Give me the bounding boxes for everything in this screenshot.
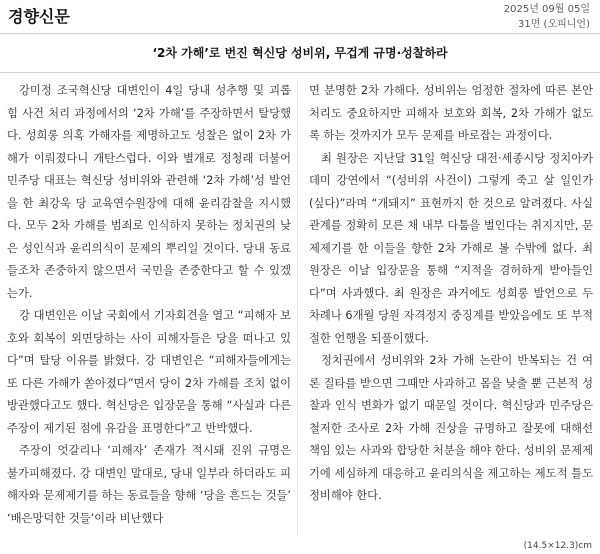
article-headline: ‘2차 가해’로 번진 혁신당 성비위, 무겁게 규명·성찰하라 — [152, 46, 448, 60]
publication-date: 2025년 09월 05일 — [503, 4, 590, 15]
top-divider — [0, 33, 600, 34]
article-paragraph-continued: 면 분명한 2차 가해다. 성비위는 엄정한 절차에 따른 본안 처리도 중요하지만 피해자 보호와 회복, 2차 가해가 없도록 하는 것까지가 모두 문제를 바로잡는 과정이다. — [309, 84, 593, 142]
article-paragraph: 강 대변인은 이날 국회에서 기자회견을 열고 “피해자 보호와 회복이 외면당하는 사이 피해자들은 당을 떠나고 있다”며 탈당 이유를 밝혔다. 강 대변인은 “피해자들에게는 또 다른 가해가 쏟아졌다”면서 당이 2차 가해를 조치 없이 방관했다고도 했다. 혁신당은 입장문을 통해 “사실과 다른 주장이 제기된 점에 유감을 표명한다”고 반박했다. — [7, 309, 291, 435]
article-column-left — [7, 80, 291, 530]
publication-meta — [504, 2, 590, 32]
article-paragraph: 정치권에서 성비위와 2차 가해 논란이 반복되는 건 여론 질타를 받으면 그때만 사과하고 몸을 낮출 뿐 근본적 성찰과 인식 변화가 없기 때문일 것이다. 혁신당과 민주당은 철저한 조사로 2차 가해 진상을 규명하고 잘못에 대해선 책임 있는 사과와 합당한 처분을 해야 한다. 성비위 문제제기에 세심하게 대응하고 윤리의식을 제고하는 제도적 틀도 정비해야 한다. — [309, 354, 593, 502]
article-size-note: (14.5×12.3)cm — [523, 541, 592, 551]
masthead-logo: 경향신문 — [8, 7, 70, 26]
column-separator — [297, 80, 298, 535]
article-column-right — [309, 80, 593, 508]
page-section: 31면 (오피니언) — [517, 19, 590, 30]
headline-divider — [0, 72, 600, 73]
article-paragraph: 주장이 엇갈리나 ‘피해자’ 존재가 적시돼 진위 규명은 불가피해졌다. 강 대변인 말대로, 당내 일부라 하더라도 피해자와 문제제기를 하는 동료들을 향해 ‘당을 흔드는 것들’ ‘배은망덕한 것들’이라 비난했다 — [7, 444, 291, 525]
article-paragraph: 강미정 조국혁신당 대변인이 4일 당내 성추행 및 괴롭힘 사건 처리 과정에서의 ‘2차 가해’를 주장하면서 탈당했다. 성희롱 의혹 가해자를 제명하고도 성찰은 없이 2차 가해가 이뤄졌다니 개탄스럽다. 이와 별개로 정청래 더불어민주당 대표는 혁신당 성비위와 관련해 ‘2차 가해’성 발언을 한 최강욱 당 교육연수원장에 대해 윤리감찰을 지시했다. 모두 2차 가해를 범죄로 인식하지 못하는 정치권의 낮은 성인식과 윤리의식이 문제의 뿌리일 것이다. 당내 동료들조차 존중하지 않으면서 국민을 존중한다고 할 수 있겠는가. — [7, 84, 291, 300]
article-paragraph: 최 원장은 지난달 31일 혁신당 대전·세종시당 정치아카데미 강연에서 “(성비위 사건이) 그렇게 죽고 살 일인가 (싶다)”라며 “개돼지” 표현까지 한 것으로 알려졌다. 사실관계를 정확히 모른 채 내부 다툼을 벌인다는 취지지만, 문제제기를 한 이들을 향한 2차 가해로 볼 수밖에 없다. 최 원장은 이날 입장문을 통해 “지적을 겸허하게 받아들인다”며 사과했다. 최 원장은 과거에도 성희롱 발언으로 두 차례나 6개월 당원 자격정지 중징계를 받았음에도 또 부적절한 언행을 되풀이했다. — [309, 151, 593, 345]
